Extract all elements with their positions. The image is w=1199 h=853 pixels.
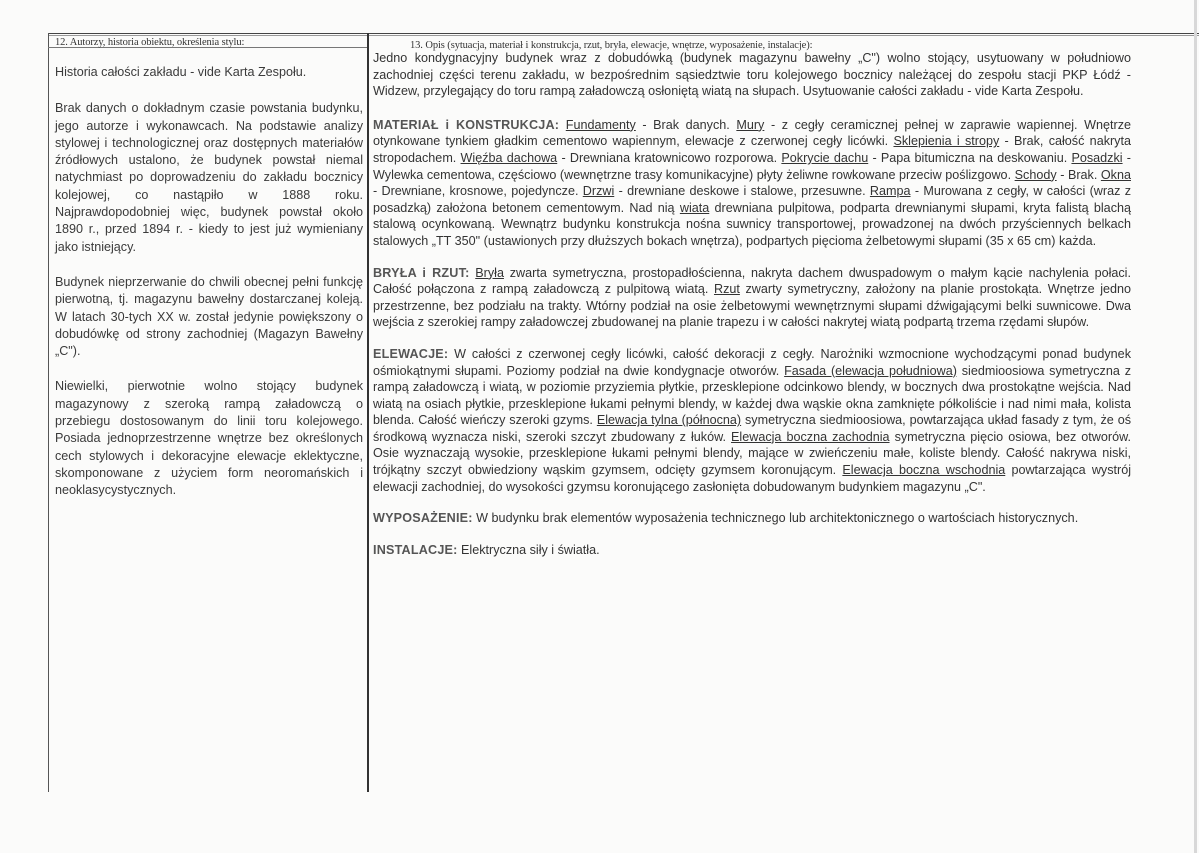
material-text: drewniana pulpitowa, podparta drewnianymi słupami, kryta falistą blachą stalową ocynkowaną. Wewnątrz budynku konstrukcja nośna suwnicy transportowej, prowadzonej na dwóch przyściennych belkach stalowych „TT 350" (ustawionych przy dłuższych bokach wnętrza), podpartych pięcioma żelbetowymi słupami (35 x 65 cm) każda. (373, 200, 1131, 248)
frame-line-top-inner (48, 35, 1199, 36)
term-fasada: Fasada (elewacja południowa) (784, 363, 957, 378)
term-elewacja-zachodnia: Elewacja boczna zachodnia (731, 429, 890, 444)
dating-paragraph: Brak danych o dokładnym czasie powstania budynku, jego autorze i wykonawcach. Na podstawie analizy stylowej i technologicznej oraz dostępnych materiałów źródłowych ustalono, że budynek powstał niemal natychmiast po doprowadzeniu do zakładu bocznicy kolejowej, co nastąpiło w 1888 roku. Najprawdopodobniej więc, budynek powstał około 1890 r., przed 1894 r. - kiedy to jest już wymieniany jako istniejący. (55, 101, 363, 254)
right-column-text (373, 50, 1131, 573)
column-divider (367, 33, 369, 792)
term-pokrycie: Pokrycie dachu (781, 150, 869, 165)
term-wiata: wiata (679, 200, 710, 215)
material-text: - z cegły ceramicznej pełnej w zaprawie wapiennej. Wnętrze otynkowane tynkiem gładkim cementowo wapiennym, elewacje z czerwonej cegły licówki. (373, 117, 1131, 149)
bryla-section (373, 265, 1131, 331)
elewacje-heading: ELEWACJE: (373, 346, 449, 361)
elewacje-section (373, 346, 1131, 495)
material-text: - Murowana z cegły, w całości (wraz z posadzką) założona betonem cementowym. Nad nią (373, 184, 1131, 215)
elewacje-text: siedmioosiowa symetryczna z rampą załadowczą i wiatą, w poziomie przyziemia płytkie, przesklepione odcinkowo blendy, w bocznych dwa prostokątne wejścia. Nad wiatą na osiach płytkie, przesklepione łukami pełnymi blendy, w każdej dwa wąskie okna zamknięte półkoliście i nad nimi mała, kolista blenda. Całość wieńczy szeroki gzyms. (373, 363, 1131, 428)
material-heading: MATERIAŁ i KONSTRUKCJA: (373, 117, 560, 132)
material-text: - Brak danych. (635, 117, 737, 132)
term-mury: Mury (736, 117, 765, 132)
term-fundamenty: Fundamenty (565, 117, 636, 132)
material-text: - Brak. (1056, 167, 1101, 182)
frame-line-left (48, 33, 49, 792)
material-text: - Brak, całość nakryta stropodachem. (373, 134, 1131, 165)
term-rzut: Rzut (713, 282, 740, 297)
style-paragraph: Niewielki, pierwotnie wolno stojący budynek magazynowy z szeroką rampą załadowczą o przebiegu dostosowanym do linii toru kolejowego. Posiada jednoprzestrzenne wnętrze bez określonych cech stylowych i dekoracyjne elewacje eklektyczne, skomponowane z użyciem form neoromańskich i neoklasycystycznych. (55, 379, 363, 498)
frame-line-top (48, 33, 1199, 34)
elewacje-text: symetryczna siedmioosiowa, powtarzająca układ fasady z tym, że oś środkową wyznacza niski, szeroki szczyt zbudowany z łuków. (373, 413, 1131, 444)
term-sklepienia: Sklepienia i stropy (893, 134, 1000, 149)
term-posadzki: Posadzki (1071, 150, 1123, 165)
term-bryla: Bryła (475, 265, 504, 280)
instalacje-heading: INSTALACJE: (373, 542, 458, 557)
material-text: - Drewniane, krosnowe, pojedyncze. (373, 184, 583, 199)
right-column-header: 13. Opis (sytuacja, materiał i konstrukcja, rzut, bryła, elewacje, wnętrze, wyposażenie, instalacje): (410, 40, 813, 51)
material-text: - drewniane deskowe i stalowe, przesuwne. (614, 184, 870, 199)
instalacje-text: Elektryczna siły i światła. (457, 542, 600, 557)
term-okna: Okna (1100, 167, 1131, 182)
function-paragraph: Budynek nieprzerwanie do chwili obecnej pełni funkcję pierwotną, tj. magazynu bawełny dostarczanej koleją. W latach 30-tych XX w. został jedynie powiększony o dobudówkę od strony zachodniej (Magazyn Bawełny „C"). (55, 274, 363, 359)
term-elewacja-wschodnia: Elewacja boczna wschodnia (842, 463, 1006, 478)
instalacje-section (373, 542, 1131, 559)
elewacje-text: powtarzająca wystrój elewacji zachodniej, do wysokości gzymsu koronującego zasłonięta dobudowanym budynkiem magazynu „C". (373, 463, 1132, 494)
wyposazenie-heading: WYPOSAŻENIE: (373, 511, 473, 526)
wyposazenie-section (373, 510, 1131, 527)
scan-edge (1194, 0, 1197, 853)
term-rampa: Rampa (869, 184, 911, 199)
material-section (373, 117, 1131, 250)
term-elewacja-tylna: Elewacja tylna (północna) (596, 413, 742, 428)
left-column-text (55, 64, 363, 518)
term-drzwi: Drzwi (582, 184, 615, 199)
bryla-heading: BRYŁA i RZUT: (373, 265, 470, 280)
left-column-header: 12. Autorzy, historia obiektu, określenia stylu: (55, 37, 245, 48)
location-paragraph: Jedno kondygnacyjny budynek wraz z dobudówką (budynek magazynu bawełny „C") wolno stojący, usytuowany w południowo zachodniej części terenu zakładu, w bezpośrednim sąsiedztwie toru kolejowego bocznicy należącej do zespołu stacji PKP Łódź - Widzew, przylegający do toru rampą załadowczą osłoniętą wiatą na słupach. Usytuowanie całości zakładu - vide Karta Zespołu. (373, 51, 1131, 99)
material-text: - Papa bitumiczna na deskowaniu. (868, 150, 1072, 165)
term-wiezba: Więźba dachowa (460, 150, 558, 165)
history-reference-paragraph: Historia całości zakładu - vide Karta Zespołu. (55, 65, 307, 79)
bryla-text: zwarty symetryczny, założony na planie prostokąta. Wnętrze jedno przestrzenne, bez podziału na trakty. Wtórny podział na osie żelbetowymi wewnętrznymi słupami dźwigającymi belki suwnicowe. Dwa wejścia z szerokiej rampy załadowczej zbudowanej na planie trapezu i w całości nakrytej wiatą podpartą trzema rzędami słupów. (373, 282, 1132, 330)
wyposazenie-text: W budynku brak elementów wyposażenia technicznego lub architektonicznego o wartościach historycznych. (472, 511, 1079, 526)
term-schody: Schody (1014, 167, 1057, 182)
elewacje-text: symetryczna pięcio osiowa, bez otworów. Osie wyznaczają wysokie, przesklepione łukami pełnymi blendy, mające w zwieńczeniu małe, koliste blendy. Całość nakrywa niski, trójkątny szczyt obwiedziony wąskim gzymsem, odcięty gzymsem koronującym. (373, 429, 1131, 478)
material-text: - Drewniana kratownicowo rozporowa. (557, 150, 782, 165)
material-text: - Wylewka cementowa, częściowo (wewnętrzne trasy komunikacyjne) płyty żeliwne rowkowane przeciw poślizgowo. (373, 150, 1131, 182)
bryla-text: zwarta symetryczna, prostopadłościenna, nakryta dachem dwuspadowym o małym kącie nachylenia połaci. Całość połączona z rampą załadowczą z pulpitową wiatą. (373, 265, 1131, 297)
elewacje-text: W całości z czerwonej cegły licówki, całość dekoracji z cegły. Narożniki wzmocnione wychodzącymi ponad budynek ośmiokątnymi słupami. Poziomy podział na dwie kondygnacje otworów. (373, 346, 1131, 378)
